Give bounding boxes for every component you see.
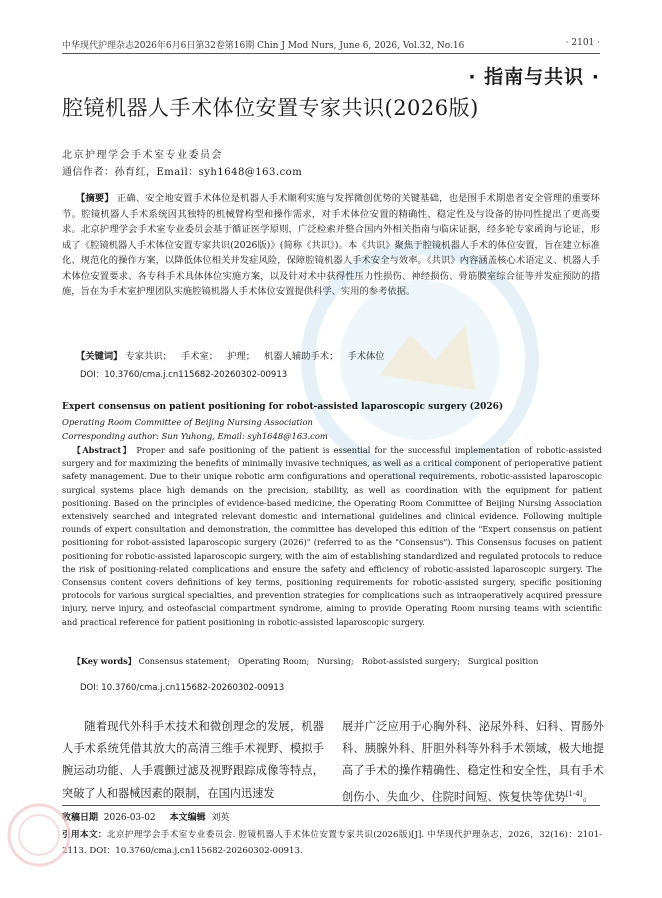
english-abstract: [62, 444, 602, 629]
citation-text: 北京护理学会手术室专业委员会. 腔镜机器人手术体位安置专家共识(2026版)[J]. 中华现代护理杂志，2026，32(16)：2101-2113. DOI：10.3760/cma.j.cn115682-20260302-00913.: [62, 830, 602, 856]
english-keywords-label: 【Key words】: [72, 656, 136, 666]
keyword: Robot-assisted surgery;: [361, 656, 460, 666]
page-number: · 2101 ·: [565, 38, 600, 48]
received-label: 收稿日期: [62, 813, 99, 823]
citation-ref: [1-4]: [565, 789, 583, 798]
running-header: 中华现代护理杂志2026年6月6日第32卷第16期 Chin J Mod Nurs, June 6, 2026, Vol.32, No.16: [62, 41, 465, 51]
english-title: Expert consensus on patient positioning for robot-assisted laparoscopic surgery (2026): [62, 402, 504, 412]
body-text-left: 随着现代外科手术技术和微创理念的发展，机器人手术系统凭借其放大的高清三维手术视野、模拟手腕运动功能、人手震颤过滤及视野跟踪成像等特点，突破了人和器械因素的限制，在国内迅速发: [62, 720, 324, 800]
body-text-right: [342, 716, 604, 809]
citation: [62, 827, 602, 859]
footer-divider: [62, 805, 600, 806]
keywords-label: 【关键词】: [75, 351, 123, 362]
header-divider: [62, 53, 600, 54]
english-corresponding-author: Corresponding author: Sun Yuhong, Email: syh1648@163.com: [62, 431, 328, 441]
keyword: Consensus statement;: [138, 656, 231, 666]
english-doi: DOI: 10.3760/cma.j.cn115682-20260302-00913: [80, 683, 285, 693]
author: 北京护理学会手术室专业委员会: [62, 150, 223, 161]
editor-name: 刘英: [211, 813, 230, 823]
body-text-end: 。: [582, 790, 594, 804]
column-label: · 指南与共识 ·: [468, 66, 600, 88]
chinese-doi: DOI：10.3760/cma.j.cn115682-20260302-00913: [80, 370, 288, 380]
corresponding-author: 通信作者：孙育红，Email：syh1648@163.com: [62, 167, 303, 178]
keyword: 机器人辅助手术；: [264, 351, 339, 362]
editor-label: 本文编辑: [169, 813, 206, 823]
english-abstract-text: Proper and safe positioning of the patient is essential for the successful implementation of robotic-assisted surgery and for maximizing the benefits of minimally invasive techniques, as well as a critical component of perioperative patient safety management. Due to their unique robotic arm configurations and operational requirements, robotic-assisted laparoscopic surgical systems place high demands on the precision, stability, as well as coordination with the equipment for patient positioning. Based on the principles of evidence-based medicine, the Operating Room Committee of Beijing Nursing Association extensively searched and integrated relevant domestic and international guidelines and clinical evidence. Following multiple rounds of expert consultation and demonstration, the committee has developed this edition of the "Expert consensus on patient positioning for robot-assisted laparoscopic surgery (2026)" (referred to as the "Consensus"). This Consensus focuses on patient positioning for robotic-assisted laparoscopic surgery, with the aim of establishing standardized and regulated protocols to reduce the risk of positioning-related complications and ensure the safety and efficiency of robotic-assisted laparoscopic surgery. The Consensus content covers definitions of key terms, positioning requirements for robotic-assisted surgery, specific positioning protocols for various surgical specialties, and prevention strategies for complications such as intraoperatively acquired pressure injury, nerve injury, and osteofascial compartment syndrome, aiming to provide Operating Room nursing teams with scientific and practical reference for patient positioning in robotic-assisted laparoscopic surgery.: [62, 445, 602, 627]
english-keywords: [62, 655, 602, 668]
keyword: Operating Room;: [238, 656, 310, 666]
english-abstract-label: 【Abstract】: [72, 445, 133, 455]
abstract-label: 【摘要】: [75, 193, 114, 204]
keyword: 手术体位: [347, 351, 385, 362]
english-author: Operating Room Committee of Beijing Nursing Association: [62, 417, 313, 427]
keyword: Nursing;: [317, 656, 354, 666]
stamp-icon: [4, 800, 74, 870]
abstract-text: 正确、安全地安置手术体位是机器人手术顺利实施与发挥微创优势的关键基础，也是围手术期患者安全管理的重要环节。腔镜机器人手术系统因其独特的机械臂构型和操作需求，对手术体位安置的精确性、稳定性及与设备的协同性提出了更高要求。北京护理学会手术室专业委员会基于循证医学原则，广泛检索并整合国内外相关指南与临床证据，经多轮专家函询与论证，形成了《腔镜机器人手术体位安置专家共识(2026版)》(简称《共识》)。本《共识》聚焦于腔镜机器人手术的体位安置，旨在建立标准化、规范化的操作方案，以降低体位相关并发症风险，保障腔镜机器人手术安全与效率。《共识》内容涵盖核心术语定义、机器人手术体位安置要求、各专科手术具体体位实施方案，以及针对术中获得性压力性损伤、神经损伤、骨筋膜室综合征等并发症预防的措施，旨在为手术室护理团队实施腔镜机器人手术体位安置提供科学、实用的参考依据。: [62, 193, 600, 297]
body-text: 展并广泛应用于心胸外科、泌尿外科、妇科、胃肠外科、胰腺外科、肝胆外科等外科手术领域，极大地提高了手术的操作精确性、稳定性和安全性，具有手术创伤小、失血少、住院时间短、恢复快等优势: [342, 720, 604, 804]
keyword: 护理；: [227, 351, 256, 362]
received-line: [62, 810, 229, 823]
article-title: 腔镜机器人手术体位安置专家共识(2026版): [62, 96, 479, 120]
keyword: 手术室；: [180, 351, 219, 362]
received-date: 2026-03-02: [103, 813, 156, 823]
keyword: 专家共识；: [125, 351, 172, 362]
keyword: Surgical position: [467, 656, 539, 666]
chinese-abstract: [62, 191, 600, 300]
citation-label: 引用本文：: [62, 830, 107, 840]
chinese-keywords: [62, 349, 602, 364]
